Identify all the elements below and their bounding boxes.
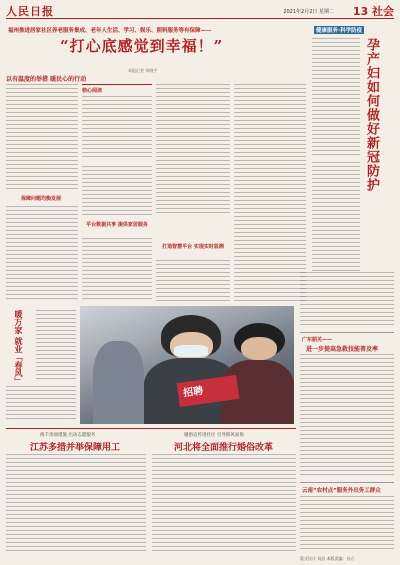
hebei-headline: 河北将全面推行婚俗改革 — [174, 443, 274, 453]
employment-text — [36, 310, 76, 380]
employment-vertical-headline: 暖万家 就业「春风」 — [14, 310, 24, 385]
side-feature-text — [312, 38, 360, 158]
app-service-box-title: 平台数据共享 提供家居服务 — [86, 222, 148, 228]
service-base-box-title: 打造智慧平台 实现实时监测 — [162, 244, 224, 250]
lead-kicker: 福州推进居家社区养老服务集成、老年人生活、学习、娱乐、照料服务等有保障—— — [8, 28, 212, 34]
issue-date: 2021年2月2日 星期二 — [283, 9, 334, 15]
guangdong-headline: 进一步提高急救技能普及率 — [306, 346, 379, 353]
side-feature-text-3 — [300, 272, 394, 328]
core-reading-box — [82, 84, 152, 162]
hebei-kicker: 婚俗宣传进社区 引导移风易俗 — [184, 433, 244, 438]
footer-editors: 版式设计 刘昌 本版责编：孙立 — [300, 556, 355, 561]
middle-column-text-2 — [82, 238, 152, 302]
lead-byline: 本报记者 刘晓宇 — [128, 68, 158, 73]
left-column-text-2 — [6, 206, 78, 302]
left-column-text — [6, 84, 78, 192]
yunnan-text — [300, 496, 394, 552]
news-photo — [80, 306, 294, 424]
third-column-text — [156, 84, 230, 214]
health-section-tag: 健康服务·科学防疫 — [316, 28, 363, 34]
jiangsu-kicker: 两千余项措施 出动志愿服务 — [40, 433, 96, 438]
guangdong-kicker: 广东韶关—— — [302, 337, 333, 343]
masthead — [6, 3, 394, 19]
lead-headline: “打心底感觉到幸福！” — [60, 37, 224, 55]
page-number: 13 社会 — [352, 5, 394, 18]
fourth-column-text — [234, 84, 306, 302]
job-fair-sign: 招聘 — [182, 385, 204, 400]
hebei-text — [152, 454, 296, 554]
core-reading-title: 核心阅读 — [82, 88, 103, 94]
guangdong-text — [300, 354, 394, 478]
divider-2 — [300, 482, 394, 483]
employment-text-2 — [6, 386, 76, 420]
left-column-tag: 以有温度的举措 暖民心的行动 — [6, 76, 87, 83]
elder-care-box-title: 保障问题均衡发展 — [20, 196, 61, 202]
jiangsu-text — [6, 454, 146, 554]
third-column-text-2 — [156, 260, 230, 302]
divider — [300, 332, 394, 333]
bottom-divider — [6, 428, 296, 429]
newspaper-logo: 人民日报 — [6, 5, 54, 18]
side-feature-text-2 — [312, 162, 360, 272]
middle-column-text — [82, 166, 152, 218]
yunnan-headline: 云南“农村点”服务外出务工群众 — [302, 488, 381, 494]
side-feature-headline: 孕产妇如何做好新冠防护 — [364, 38, 379, 192]
jiangsu-headline: 江苏多措并举保障用工 — [30, 443, 121, 453]
